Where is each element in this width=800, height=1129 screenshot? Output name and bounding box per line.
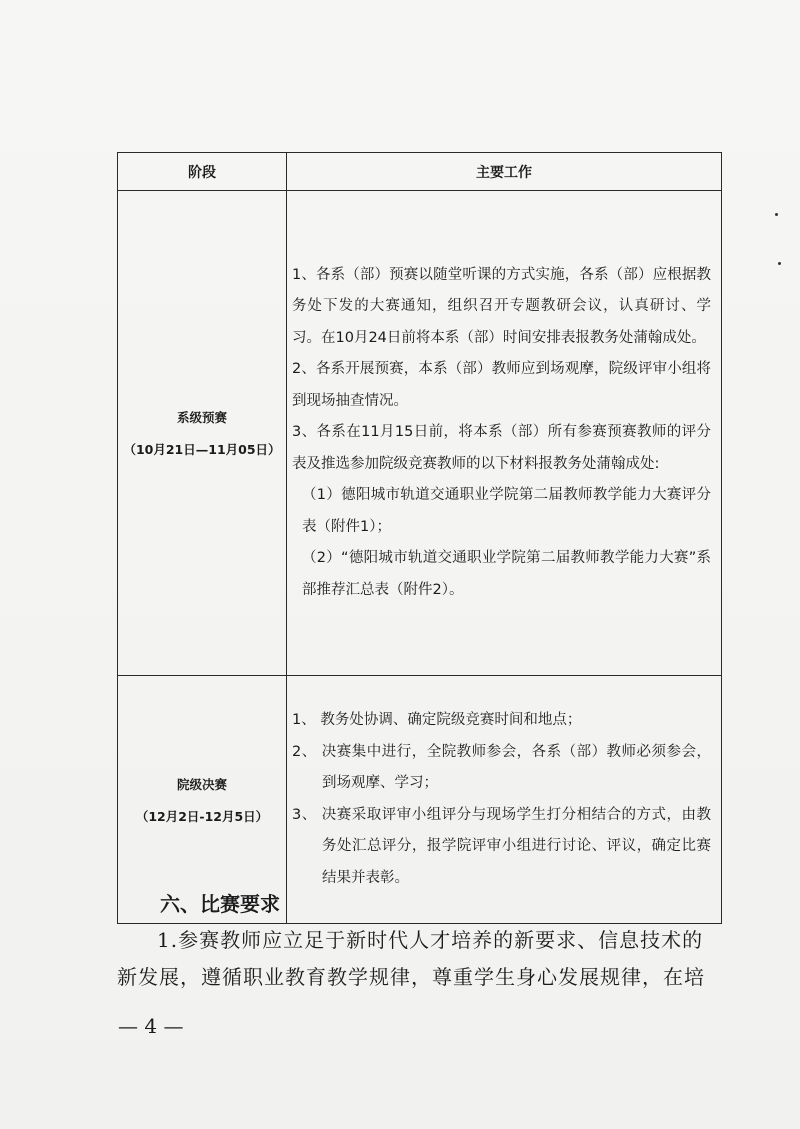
header-work: 主要工作 (287, 153, 722, 191)
header-stage: 阶段 (118, 153, 287, 191)
work-item: 2、 决赛集中进行，全院教师参会，各系（部）教师必须参会，到场观摩、学习； (292, 743, 711, 791)
stage-cell (118, 191, 287, 676)
work-item: （1）德阳城市轨道交通职业学院第二届教师教学能力大赛评分表（附件1）； (302, 487, 711, 535)
table-header-row (118, 153, 722, 191)
stage-name: 院级决赛 (176, 776, 227, 792)
body-paragraph: 1.参赛教师应立足于新时代人才培养的新要求、信息技术的新发展，遵循职业教育教学规律，尊重学生身心发展规律，在培 (117, 928, 705, 989)
table-row (118, 191, 722, 676)
page-number: — 4 — (118, 1014, 184, 1038)
work-item: （2）“德阳城市轨道交通职业学院第二届教师教学能力大赛”系部推荐汇总表（附件2）。 (302, 550, 711, 598)
work-item: 3、 决赛采取评审小组评分与现场学生打分相结合的方式，由教务处汇总评分，报学院评审小组进行讨论、评议，确定比赛结果并表彰。 (292, 806, 711, 886)
work-item: 2、各系开展预赛，本系（部）教师应到场观摩，院级评审小组将到现场抽查情况。 (292, 361, 711, 409)
stage-name: 系级预赛 (176, 410, 227, 425)
section-heading: 六、比赛要求 (160, 892, 280, 916)
work-item: 3、各系在11月15日前，将本系（部）所有参赛预赛教师的评分表及推选参加院级竞赛教师的以下材料报教务处蒲翰成处: (292, 424, 711, 472)
table-row (118, 676, 722, 924)
stage-cell (118, 676, 287, 924)
work-cell (287, 191, 722, 676)
work-item: 1、各系（部）预赛以随堂听课的方式实施，各系（部）应根据教务处下发的大赛通知，组织召开专题教研会议，认真研讨、学习。在10月24日前将本系（部）时间安排表报教务处蒲翰成处。 (292, 266, 711, 346)
schedule-table (117, 152, 722, 924)
stage-date: （10月21日—11月05日） (123, 442, 281, 457)
stage-date: （12月2日-12月5日） (135, 808, 269, 824)
work-cell (287, 676, 722, 924)
scan-mark (778, 262, 781, 265)
scan-mark (775, 213, 778, 216)
work-item: 1、 教务处协调、确定院级竞赛时间和地点； (292, 712, 582, 728)
